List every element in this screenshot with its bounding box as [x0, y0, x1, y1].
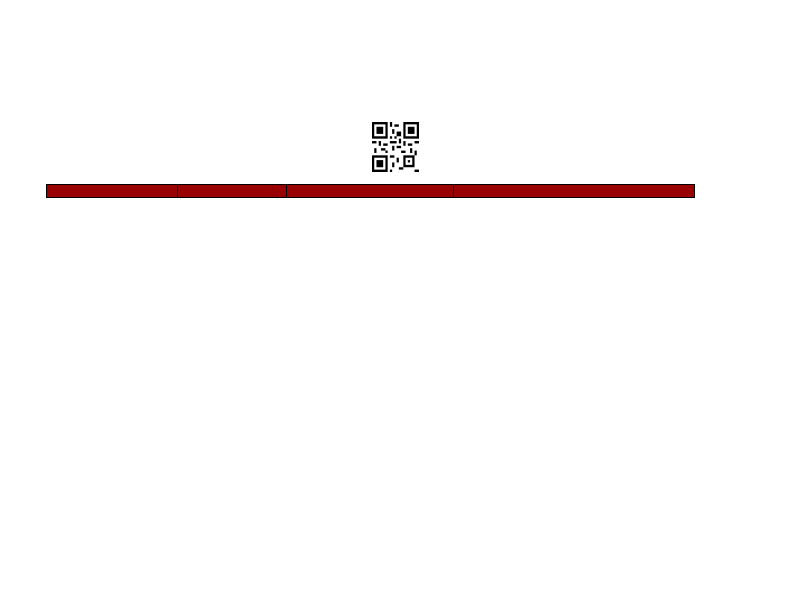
- col-header-time: [178, 185, 287, 198]
- schedule-table-top: [46, 184, 695, 198]
- col-header-teachers: [287, 185, 454, 198]
- col-header-contact: [454, 185, 695, 198]
- col-header-class: [47, 185, 178, 198]
- qr-code-image: [372, 122, 419, 172]
